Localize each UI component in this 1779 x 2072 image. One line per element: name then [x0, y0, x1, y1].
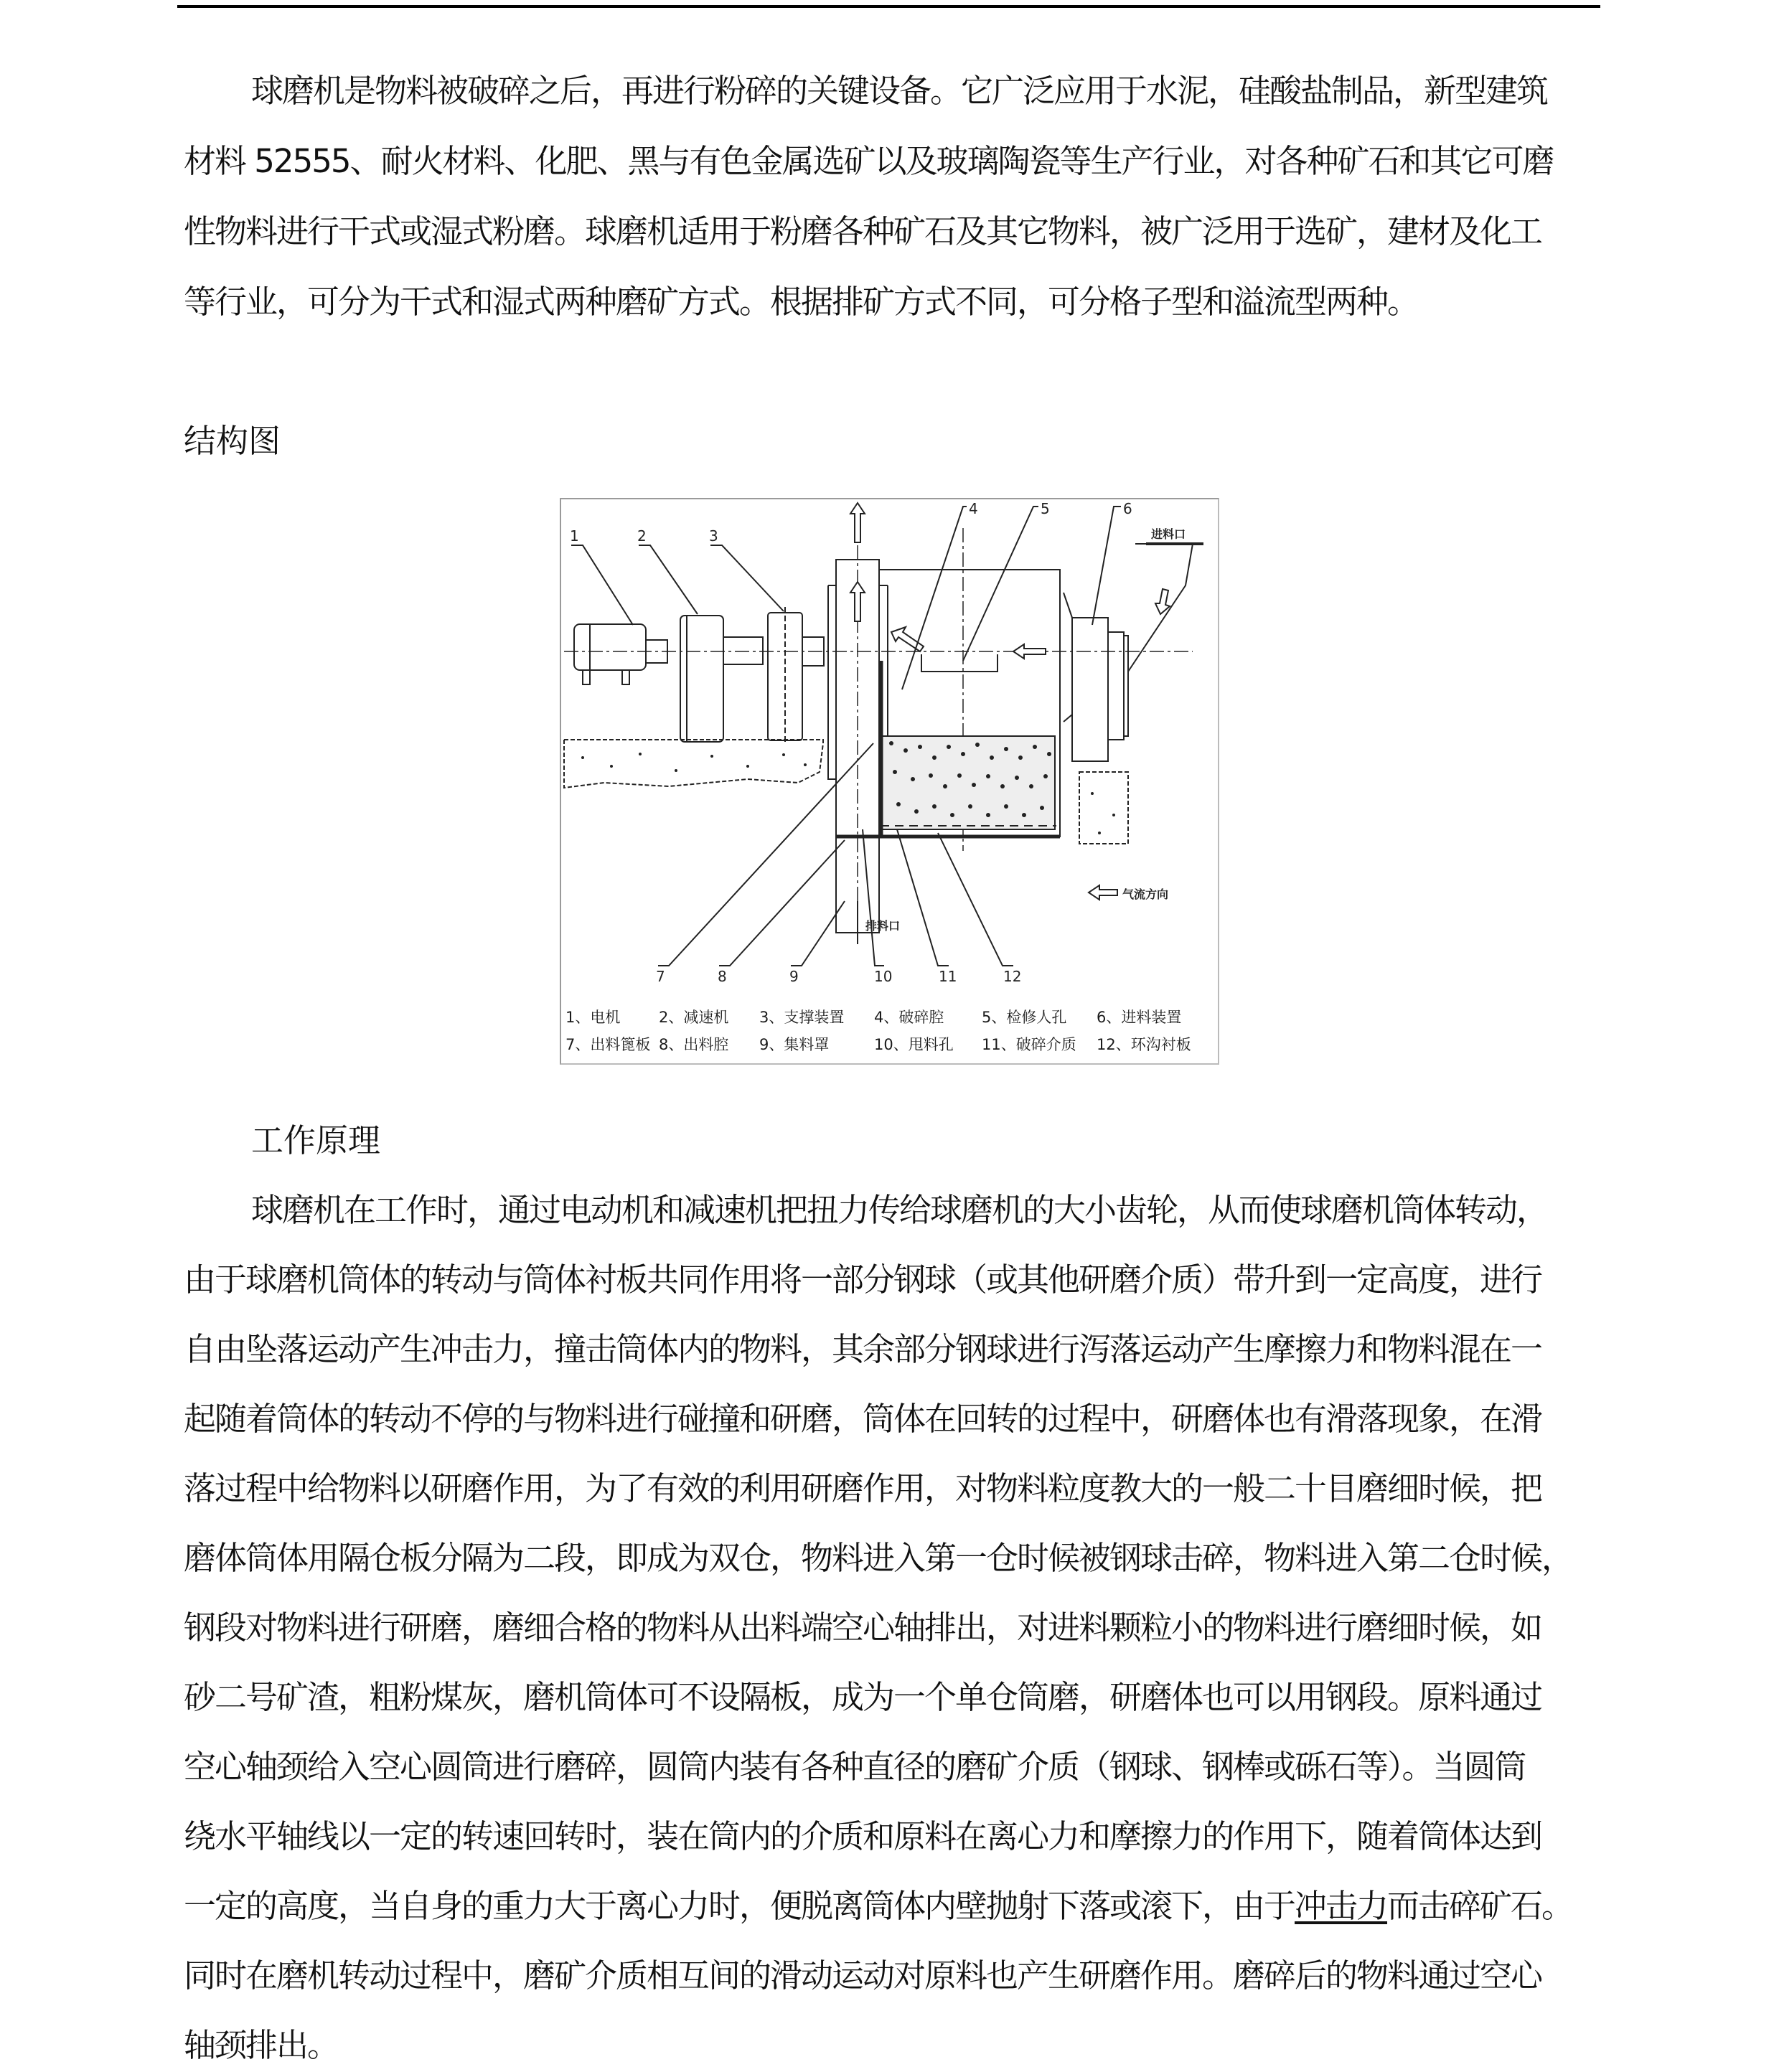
- callout-1: 1: [570, 527, 579, 545]
- principle-line: 钢段对物料进行研磨，磨细合格的物料从出料端空心轴排出，对进料颗粒小的物料进行磨细时候，如: [184, 1609, 1542, 1647]
- callout-8: 8: [718, 968, 727, 985]
- principle-line: 起随着筒体的转动不停的与物料进行碰撞和研磨，筒体在回转的过程中，研磨体也有滑落现象，在滑: [184, 1400, 1542, 1438]
- callout-6: 6: [1123, 500, 1132, 517]
- inspection-hatch: [921, 654, 998, 672]
- foundation-right: [1079, 772, 1128, 844]
- legend-item: 4、破碎腔: [874, 1009, 944, 1026]
- header-rule: [177, 5, 1600, 8]
- impact-force-link[interactable]: 冲击力: [1295, 1887, 1388, 1925]
- callout-3: 3: [709, 527, 718, 545]
- legend-item: 2、减速机: [659, 1009, 729, 1026]
- flow-arrow: [1013, 644, 1046, 659]
- feed-inlet-label: 进料口: [1151, 527, 1186, 541]
- legend-item: 11、破碎介质: [982, 1036, 1076, 1053]
- principle-line: 磨体筒体用隔仓板分隔为二段，即成为双仓，物料进入第一仓时候被钢球击碎，物料进入第二仓时候，: [184, 1539, 1573, 1577]
- discharge-outlet-label: 排料口: [865, 919, 901, 933]
- diagram-drawing: [561, 499, 1218, 1013]
- callout-4: 4: [969, 500, 978, 517]
- principle-line: 自由坠落运动产生冲击力，撞击筒体内的物料，其余部分钢球进行泻落运动产生摩擦力和物料混在一: [184, 1330, 1542, 1368]
- callout-11: 11: [939, 968, 957, 985]
- callout-2: 2: [637, 527, 647, 545]
- intro-line: 性物料进行干式或湿式粉磨。球磨机适用于粉磨各种矿石及其它物料，被广泛用于选矿，建材及化工: [184, 212, 1542, 250]
- principle-line: 由于球磨机筒体的转动与筒体衬板共同作用将一部分钢球（或其他研磨介质）带升到一定高度，进行: [184, 1261, 1542, 1299]
- foundation-left: [564, 740, 823, 788]
- legend-row-2: [565, 1035, 1215, 1055]
- principle-heading: 工作原理: [251, 1121, 381, 1159]
- legend-item: 1、电机: [565, 1009, 621, 1026]
- callout-5: 5: [1041, 500, 1050, 517]
- intro-line: 材料 52555、耐火材料、化肥、黑与有色金属选矿以及玻璃陶瓷等生产行业，对各种矿石和其它可磨: [184, 142, 1554, 180]
- text-before-link: 一定的高度，当自身的重力大于离心力时，便脱离筒体内壁抛射下落或滚下，由于: [184, 1887, 1295, 1925]
- intro-line: 等行业，可分为干式和湿式两种磨矿方式。根据排矿方式不同，可分格子型和溢流型两种。: [184, 283, 1419, 321]
- principle-line: 砂二号矿渣，粗粉煤灰，磨机筒体可不设隔板，成为一个单仓筒磨，研磨体也可以用钢段。原料通过: [184, 1678, 1542, 1716]
- text-after-link: 而击碎矿石。: [1387, 1887, 1573, 1925]
- legend-item: 8、出料腔: [659, 1036, 729, 1053]
- callout-7: 7: [656, 968, 665, 985]
- callout-10: 10: [874, 968, 893, 985]
- principle-line-with-link: [184, 1887, 1572, 1926]
- legend-item: 5、检修人孔: [982, 1009, 1067, 1026]
- intro-line: 球磨机是物料被破碎之后，再进行粉碎的关键设备。它广泛应用于水泥，硅酸盐制品，新型建筑: [251, 72, 1548, 110]
- structure-heading: 结构图: [184, 422, 281, 460]
- airflow-direction-label: 气流方向: [1122, 887, 1169, 901]
- ball-mill-structure-diagram: [560, 498, 1219, 1065]
- legend-item: 7、出料篦板: [565, 1036, 651, 1053]
- principle-line: 绕水平轴线以一定的转速回转时，装在筒内的介质和原料在离心力和摩擦力的作用下，随着筒体达到: [184, 1817, 1542, 1855]
- legend-item: 12、环沟衬板: [1097, 1036, 1191, 1053]
- legend-item: 6、进料装置: [1097, 1009, 1182, 1026]
- feed-device: [1072, 618, 1108, 761]
- motor: [574, 624, 646, 670]
- exhaust-arrow: [850, 503, 865, 542]
- legend-item: 9、集料罩: [759, 1036, 830, 1053]
- callout-9: 9: [789, 968, 799, 985]
- principle-line: 轴颈排出。: [184, 2026, 339, 2064]
- callout-leader-1: [571, 545, 633, 625]
- callout-12: 12: [1003, 968, 1022, 985]
- principle-line: 同时在磨机转动过程中，磨矿介质相互间的滑动运动对原料也产生研磨作用。磨碎后的物料通过空心: [184, 1956, 1542, 1995]
- legend-row-1: [565, 1007, 1215, 1027]
- legend-item: 10、甩料孔: [874, 1036, 954, 1053]
- legend-item: 3、支撑装置: [759, 1009, 845, 1026]
- principle-line: 落过程中给物料以研磨作用，为了有效的利用研磨作用，对物料粒度教大的一般二十目磨细时候，把: [184, 1469, 1542, 1507]
- principle-line: 空心轴颈给入空心圆筒进行磨碎，圆筒内装有各种直径的磨矿介质（钢球、钢棒或砾石等）。当圆筒: [184, 1748, 1526, 1786]
- principle-line: 球磨机在工作时，通过电动机和减速机把扭力传给球磨机的大小齿轮，从而使球磨机筒体转动，: [251, 1191, 1548, 1229]
